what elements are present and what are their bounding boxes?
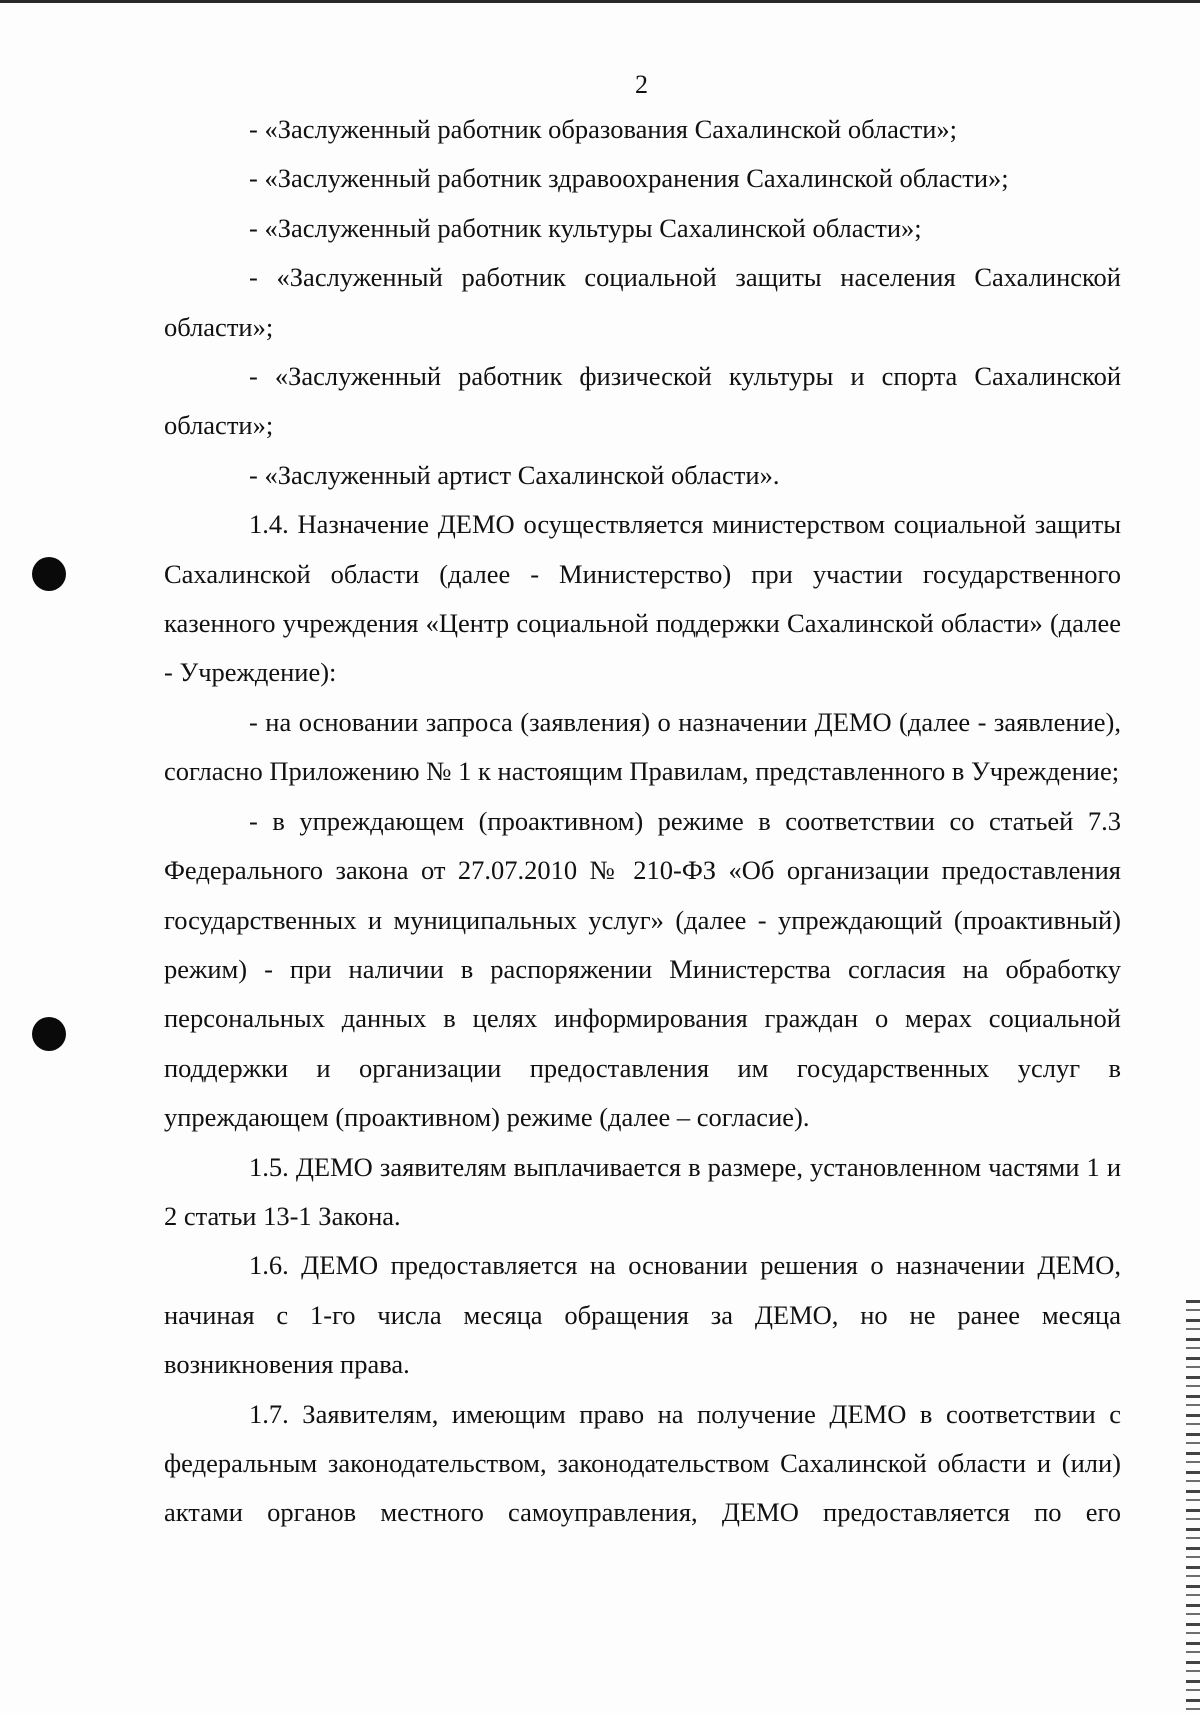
paragraph-1-6: 1.6. ДЕМО предоставляется на основании решения о назначении ДЕМО, начиная с 1-го числа месяца обращения за ДЕМО, но не ранее месяца возникновения права.: [164, 1250, 1121, 1380]
paragraph-1-5: 1.5. ДЕМО заявителям выплачивается в размере, установленном частями 1 и 2 статьи 13-1 Закона.: [164, 1151, 1121, 1231]
scan-edge-artifact: [1186, 1300, 1200, 1713]
punch-hole-mark: [32, 1017, 66, 1051]
paragraph-1-7: 1.7. Заявителям, имеющим право на получение ДЕМО в соответствии с федеральным законодательством, законодательством Сахалинской области и (или) актами органов местного самоуправления, ДЕМО предоставляется по его: [164, 1398, 1121, 1528]
paragraph-award-culture: - «Заслуженный работник культуры Сахалинской области»;: [249, 212, 922, 243]
paragraph-award-education: - «Заслуженный работник образования Сахалинской области»;: [249, 114, 958, 144]
paragraph-1-4: 1.4. Назначение ДЕМО осуществляется министерством социальной защиты Сахалинской области (далее - Министерство) при участии государственного казенного учреждения «Центр социальной поддержки Сахалинской области» (далее - Учреждение):: [164, 509, 1121, 688]
paragraph-request-basis: - на основании запроса (заявления) о назначении ДЕМО (далее - заявление), согласно Приложению № 1 к настоящим Правилам, представленного в Учреждение;: [164, 706, 1121, 787]
top-border-line: [0, 0, 1200, 3]
paragraph-award-artist: - «Заслуженный артист Сахалинской области».: [249, 459, 780, 490]
document-body: [164, 105, 1121, 1538]
paragraph-award-social-protection: - «Заслуженный работник социальной защиты населения Сахалинской области»;: [164, 262, 1121, 342]
paragraph-award-sports: - «Заслуженный работник физической культуры и спорта Сахалинской области»;: [164, 361, 1121, 441]
punch-hole-mark: [32, 557, 66, 591]
paragraph-proactive-mode: - в упреждающем (проактивном) режиме в соответствии со статьей 7.3 Федерального закона от 27.07.2010 № 210-ФЗ «Об организации предоставления государственных и муниципальных услуг» (далее - упреждающий (проактивный) режим) - при наличии в распоряжении Министерства согласия на обработку персональных данных в целях информирования граждан о мерах социальной поддержки и организации предоставления им государственных услуг в упреждающем (проактивном) режиме (далее – согласие).: [164, 805, 1121, 1133]
page-number: 2: [635, 70, 648, 99]
paragraph-award-healthcare: - «Заслуженный работник здравоохранения Сахалинской области»;: [249, 163, 1009, 194]
